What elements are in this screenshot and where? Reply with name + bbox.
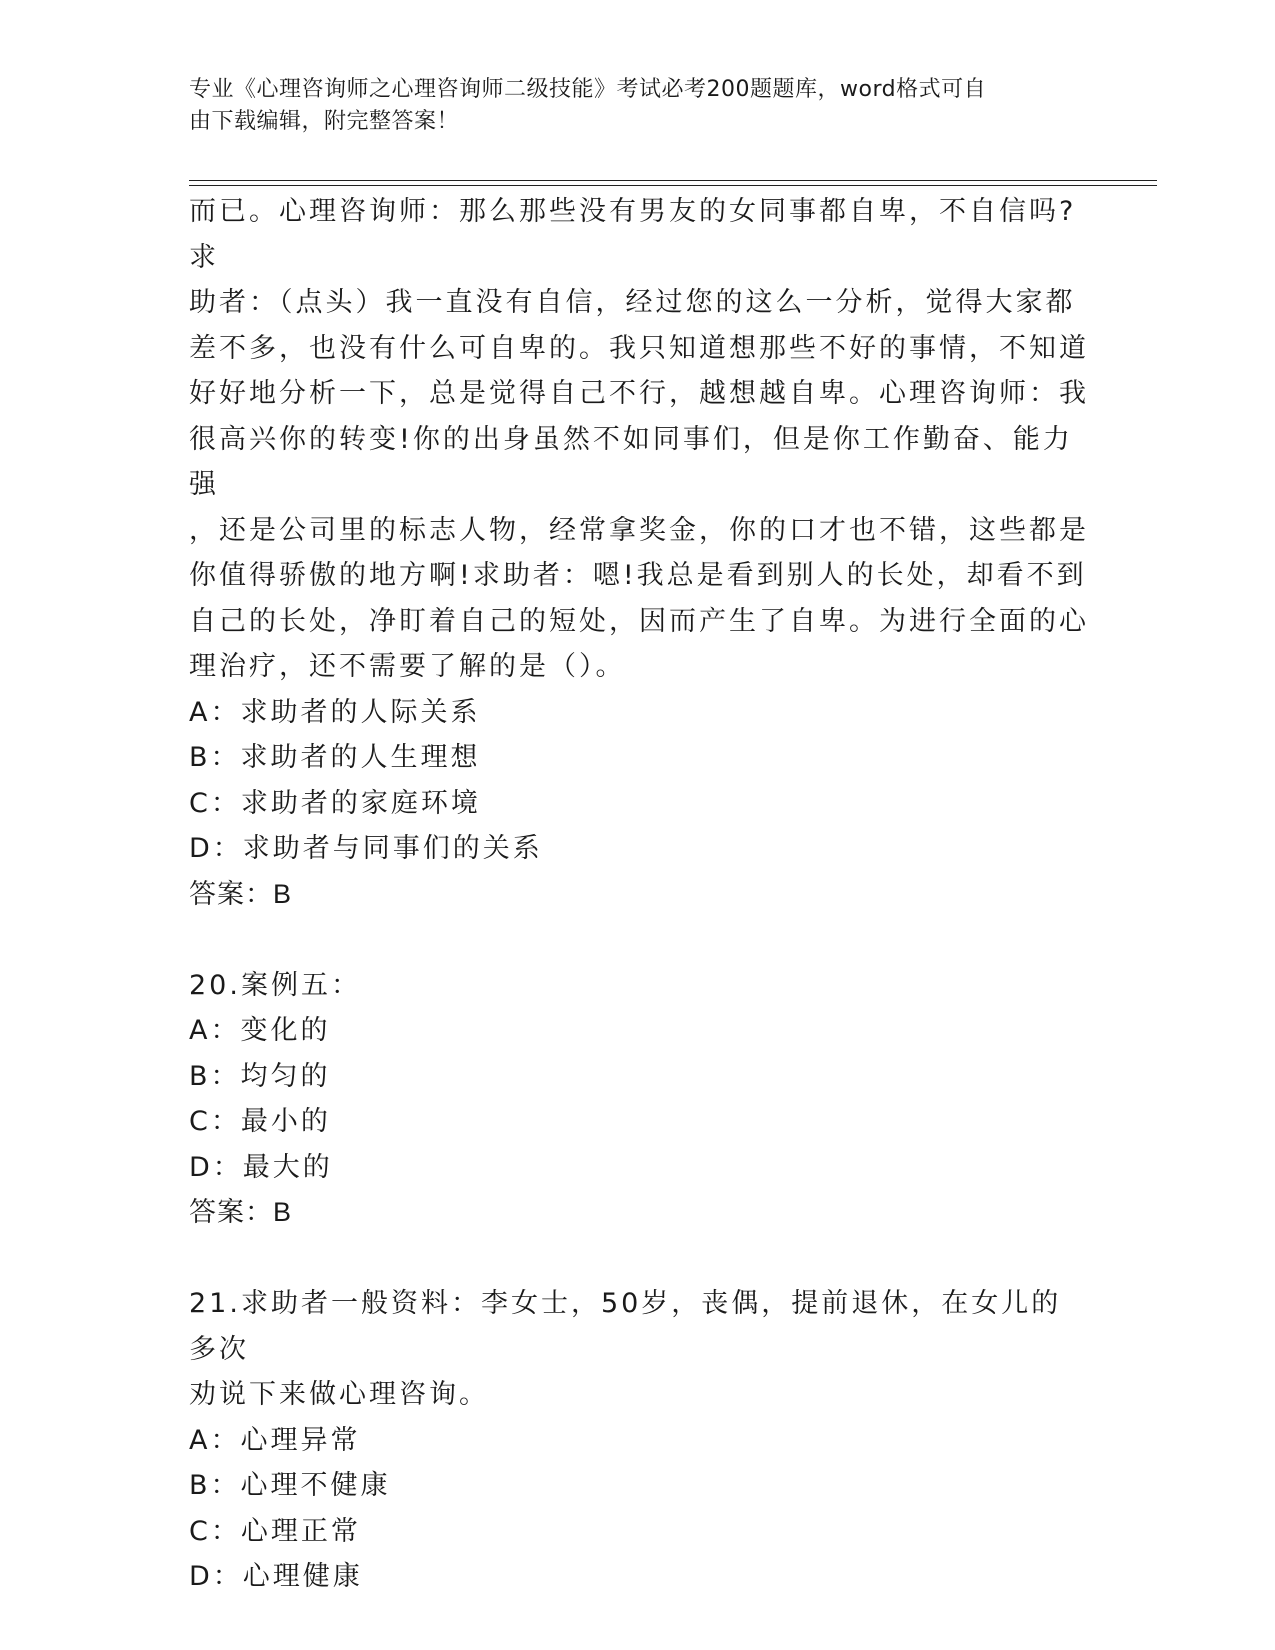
question-text-line: 理治疗，还不需要了解的是（）。 <box>189 651 626 682</box>
header-divider-bottom <box>189 185 1157 186</box>
question-spacer <box>189 1236 1089 1282</box>
question-list <box>189 189 1089 1600</box>
question-text-line: 20.案例五： <box>189 969 361 1001</box>
option-b: B：心理不健康 <box>189 1470 391 1501</box>
question-text-line: 助者：（点头）我一直没有自信，经过您的这么一分析，觉得大家都 <box>189 287 1076 318</box>
page-header <box>189 74 1069 138</box>
answer-line: 答案：B <box>189 878 293 909</box>
option-b: B：均匀的 <box>189 1060 331 1092</box>
header-line-2: 由下载编辑，附完整答案！ <box>189 109 460 134</box>
option-b: B：求助者的人生理想 <box>189 742 481 773</box>
answer-line: 答案：B <box>189 1197 293 1227</box>
header-divider-top <box>189 180 1157 181</box>
question-text-line: 21.求助者一般资料：李女士，50岁，丧偶，提前退休，在女儿的多次 <box>189 1288 1062 1365</box>
question-text-line: 自己的长处，净盯着自己的短处，因而产生了自卑。为进行全面的心 <box>189 605 1089 637</box>
option-c: C：心理正常 <box>189 1515 361 1547</box>
question-text-line: 差不多，也没有什么可自卑的。我只知道想那些不好的事情，不知道 <box>189 332 1089 364</box>
question-text-line: 好好地分析一下，总是觉得自己不行，越想越自卑。心理咨询师：我 <box>189 378 1089 409</box>
question-text-line: 很高兴你的转变!你的出身虽然不如同事们，但是你工作勤奋、能力强 <box>189 423 1073 500</box>
option-d: D：求助者与同事们的关系 <box>189 833 543 864</box>
question-text-line: 劝说下来做心理咨询。 <box>189 1379 489 1410</box>
question-21 <box>189 1281 1089 1600</box>
option-a: A：求助者的人际关系 <box>189 696 481 728</box>
question-text-line: 而已。心理咨询师：那么那些没有男友的女同事都自卑，不自信吗?求 <box>189 196 1077 273</box>
option-c: C：求助者的家庭环境 <box>189 787 481 819</box>
question-spacer <box>189 917 1089 963</box>
option-a: A：心理异常 <box>189 1424 361 1456</box>
header-line-1: 专业《心理咨询师之心理咨询师二级技能》考试必考200题题库，word格式可自 <box>189 77 987 102</box>
option-c: C：最小的 <box>189 1106 331 1137</box>
question-20 <box>189 963 1089 1236</box>
option-a: A：变化的 <box>189 1015 331 1046</box>
question-text-line: ，还是公司里的标志人物，经常拿奖金，你的口才也不错，这些都是 <box>189 514 1089 546</box>
option-d: D：心理健康 <box>189 1561 363 1592</box>
question-text-line: 你值得骄傲的地方啊!求助者：嗯!我总是看到别人的长处，却看不到 <box>189 560 1087 591</box>
question-19 <box>189 189 1089 917</box>
option-d: D：最大的 <box>189 1151 333 1183</box>
